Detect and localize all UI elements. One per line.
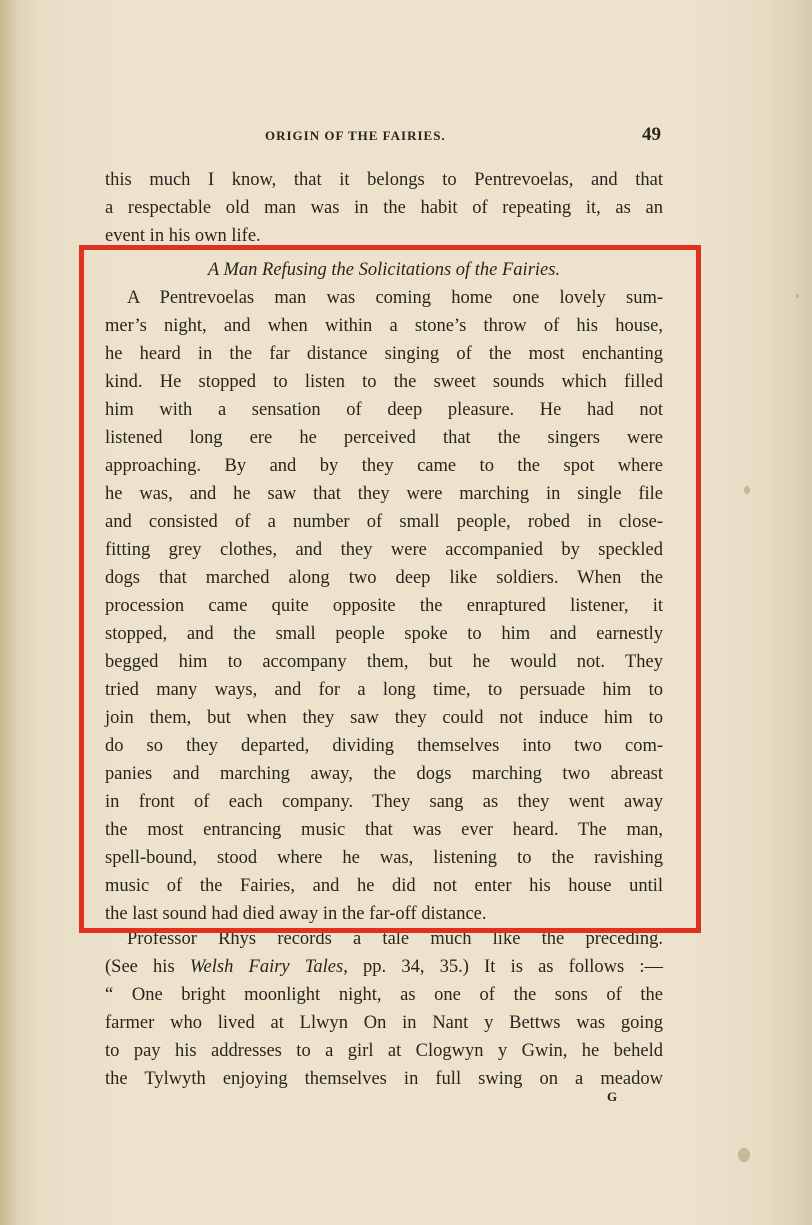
text-line: mer’s night, and when within a stone’s throw of his house, <box>105 316 663 336</box>
text-line: him with a sensation of deep pleasure. He had not <box>105 400 663 420</box>
text-line: procession came quite opposite the enraptured listener, it <box>105 596 663 616</box>
text-line-with-citation <box>105 953 663 981</box>
text-line: the most entrancing music that was ever heard. The man, <box>105 820 663 840</box>
text-line: Professor Rhys records a tale much like the preceding. <box>127 929 663 949</box>
text-line: music of the Fairies, and he did not enter his house until <box>105 876 663 896</box>
text-line: spell-bound, stood where he was, listening to the ravishing <box>105 848 663 868</box>
text-line: fitting grey clothes, and they were accompanied by speckled <box>105 540 663 560</box>
paper-stain <box>738 1148 750 1162</box>
signature-mark: G <box>607 1089 618 1104</box>
text-line: a respectable old man was in the habit of repeating it, as an <box>105 198 663 218</box>
text-line: do so they departed, dividing themselves into two com- <box>105 736 663 756</box>
page-header <box>105 124 663 148</box>
text-line: stopped, and the small people spoke to him and earnestly <box>105 624 663 644</box>
text-line: the Tylwyth enjoying themselves in full swing on a meadow <box>105 1069 663 1089</box>
story-section <box>105 256 663 928</box>
citation-suffix: , pp. 34, 35.) It is as follows :— <box>343 957 663 977</box>
running-head: ORIGIN OF THE FAIRIES. <box>265 128 446 143</box>
text-line: dogs that marched along two deep like soldiers. When the <box>105 568 663 588</box>
paper-stain <box>796 294 799 298</box>
text-line: the last sound had died away in the far-off distance. <box>105 904 487 924</box>
text-line: begged him to accompany them, but he would not. They <box>105 652 663 672</box>
text-line: to pay his addresses to a girl at Clogwyn y Gwin, he beheld <box>105 1041 663 1061</box>
following-paragraph <box>105 925 663 1093</box>
page-number: 49 <box>642 124 661 145</box>
paper-stain <box>744 486 750 494</box>
text-line: and consisted of a number of small people, robed in close- <box>105 512 663 532</box>
text-line: tried many ways, and for a long time, to persuade him to <box>105 680 663 700</box>
story-title: A Man Refusing the Solicitations of the Fairies. <box>207 260 561 280</box>
citation-title: Welsh Fairy Tales <box>189 957 344 977</box>
text-line: join them, but when they saw they could not induce him to <box>105 708 663 728</box>
text-line: approaching. By and by they came to the spot where <box>105 456 663 476</box>
text-line: he was, and he saw that they were marching in single file <box>105 484 663 504</box>
text-line: “ One bright moonlight night, as one of the sons of the <box>105 985 663 1005</box>
text-line: kind. He stopped to listen to the sweet sounds which filled <box>105 372 663 392</box>
text-line: event in his own life. <box>105 226 261 246</box>
intro-paragraph <box>105 166 663 250</box>
text-line: listened long ere he perceived that the singers were <box>105 428 663 448</box>
text-line: he heard in the far distance singing of the most enchanting <box>105 344 663 364</box>
citation-prefix: (See his <box>105 957 190 977</box>
text-line: this much I know, that it belongs to Pentrevoelas, and that <box>105 170 663 190</box>
text-line: A Pentrevoelas man was coming home one lovely sum- <box>127 288 663 308</box>
text-line: farmer who lived at Llwyn On in Nant y Bettws was going <box>105 1013 663 1033</box>
text-line: in front of each company. They sang as they went away <box>105 792 663 812</box>
text-line: panies and marching away, the dogs marching two abreast <box>105 764 663 784</box>
